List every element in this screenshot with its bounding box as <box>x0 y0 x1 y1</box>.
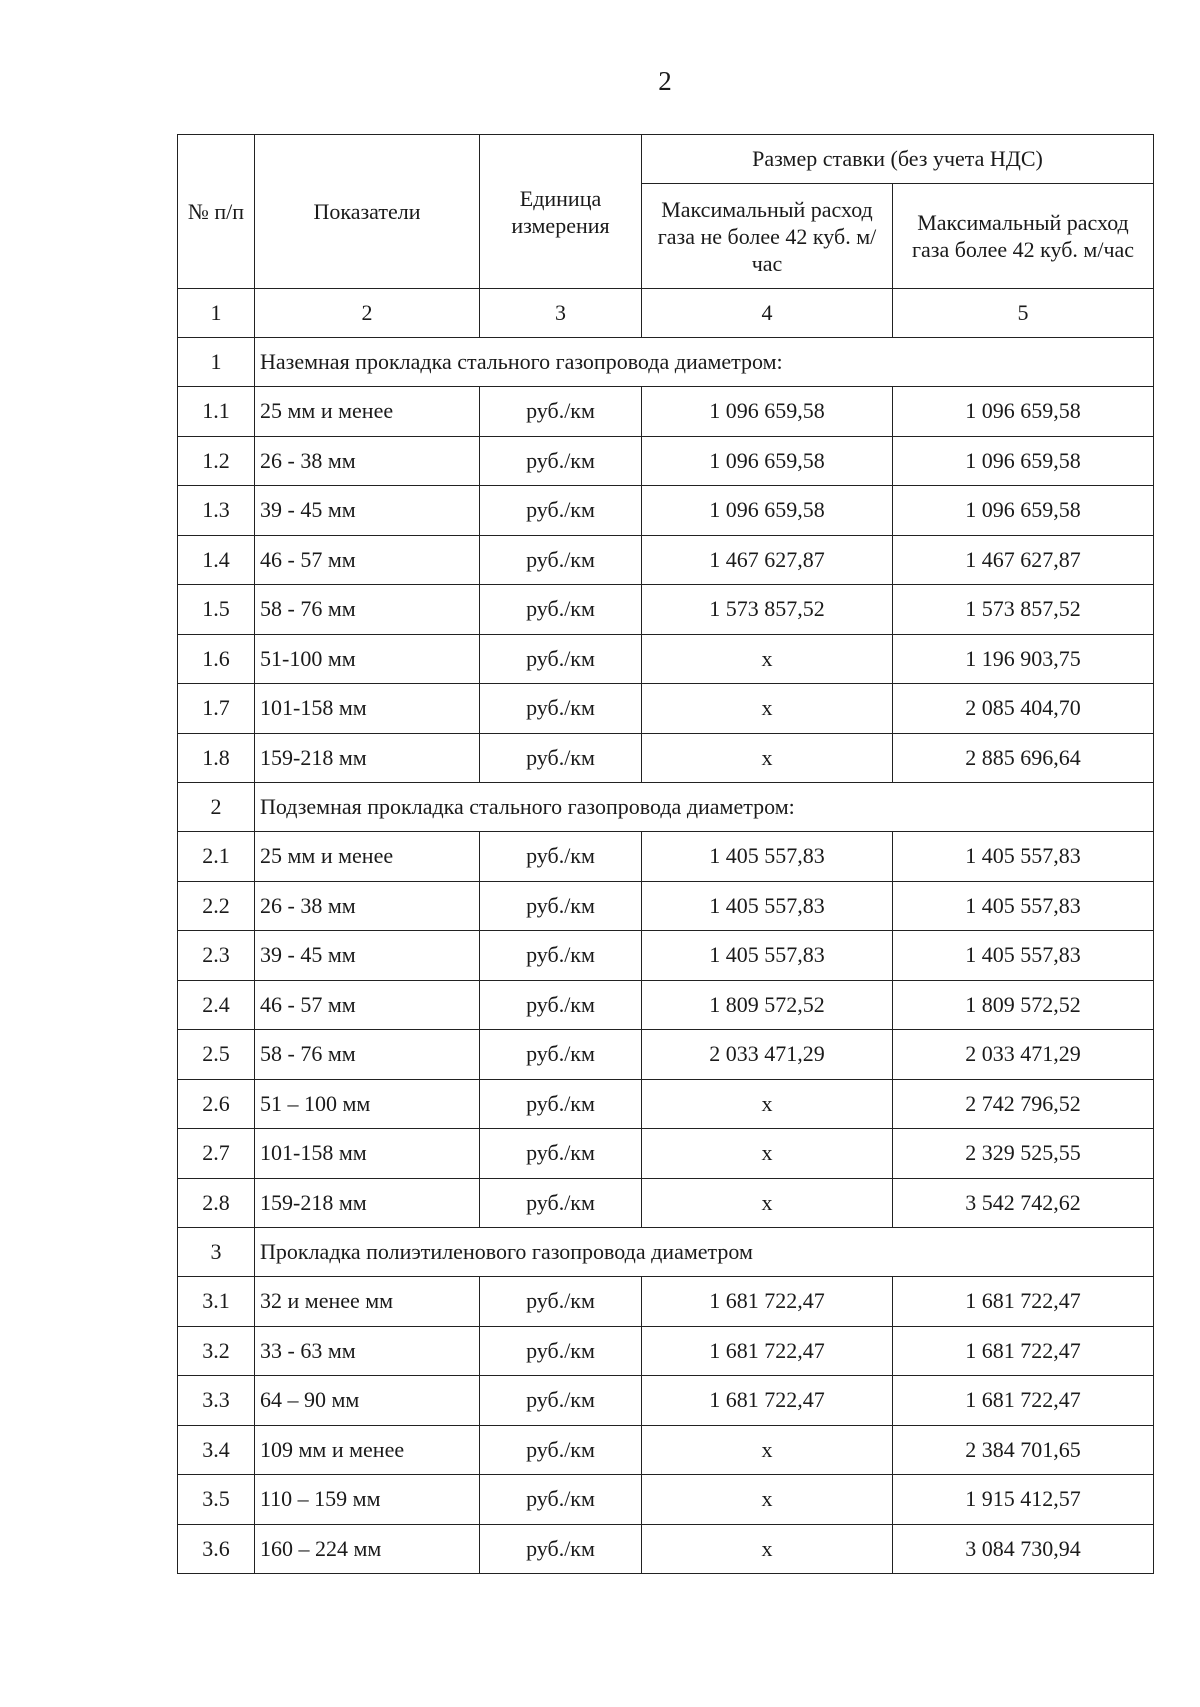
row-rate-high: 2 742 796,52 <box>893 1079 1154 1129</box>
row-number: 2.7 <box>178 1129 255 1179</box>
row-unit: руб./км <box>480 486 642 536</box>
row-number: 3.2 <box>178 1326 255 1376</box>
row-unit: руб./км <box>480 684 642 734</box>
row-unit: руб./км <box>480 1326 642 1376</box>
row-rate-low: 1 405 557,83 <box>642 931 893 981</box>
row-indicator: 58 - 76 мм <box>255 1030 480 1080</box>
row-rate-high: 1 809 572,52 <box>893 980 1154 1030</box>
row-unit: руб./км <box>480 1376 642 1426</box>
table-row <box>178 585 1154 635</box>
section-title: Подземная прокладка стального газопровода диаметром: <box>255 783 1154 832</box>
table-row <box>178 931 1154 981</box>
row-rate-low: x <box>642 733 893 783</box>
row-number: 1.1 <box>178 387 255 437</box>
table-row <box>178 1030 1154 1080</box>
row-indicator: 46 - 57 мм <box>255 980 480 1030</box>
section-title: Наземная прокладка стального газопровода диаметром: <box>255 338 1154 387</box>
header-num: № п/п <box>178 135 255 289</box>
row-number: 2.3 <box>178 931 255 981</box>
row-rate-low: x <box>642 1475 893 1525</box>
page-number: 2 <box>658 66 672 96</box>
row-rate-low: x <box>642 1178 893 1228</box>
row-unit: руб./км <box>480 881 642 931</box>
row-rate-high: 1 405 557,83 <box>893 832 1154 882</box>
row-rate-high: 3 542 742,62 <box>893 1178 1154 1228</box>
row-rate-high: 2 085 404,70 <box>893 684 1154 734</box>
row-rate-low: 1 681 722,47 <box>642 1326 893 1376</box>
column-number: 2 <box>255 289 480 338</box>
header-rate-group: Размер ставки (без учета НДС) <box>642 135 1154 184</box>
row-indicator: 51-100 мм <box>255 634 480 684</box>
row-indicator: 109 мм и менее <box>255 1425 480 1475</box>
row-rate-high: 1 467 627,87 <box>893 535 1154 585</box>
row-indicator: 26 - 38 мм <box>255 436 480 486</box>
table-row <box>178 486 1154 536</box>
row-number: 2.8 <box>178 1178 255 1228</box>
row-rate-high: 1 096 659,58 <box>893 436 1154 486</box>
table-row <box>178 1425 1154 1475</box>
table-row <box>178 832 1154 882</box>
row-indicator: 160 – 224 мм <box>255 1524 480 1574</box>
table-row <box>178 1475 1154 1525</box>
header-unit: Единица измерения <box>480 135 642 289</box>
row-indicator: 64 – 90 мм <box>255 1376 480 1426</box>
row-number: 1.4 <box>178 535 255 585</box>
row-indicator: 39 - 45 мм <box>255 931 480 981</box>
row-rate-low: 2 033 471,29 <box>642 1030 893 1080</box>
row-number: 3.5 <box>178 1475 255 1525</box>
section-row <box>178 783 1154 832</box>
row-unit: руб./км <box>480 1425 642 1475</box>
table-row <box>178 1079 1154 1129</box>
row-rate-low: 1 809 572,52 <box>642 980 893 1030</box>
header-rate-high: Максимальный расход газа более 42 куб. м/час <box>893 184 1154 289</box>
row-rate-high: 1 096 659,58 <box>893 486 1154 536</box>
row-indicator: 25 мм и менее <box>255 387 480 437</box>
row-unit: руб./км <box>480 931 642 981</box>
row-rate-high: 3 084 730,94 <box>893 1524 1154 1574</box>
row-rate-low: 1 681 722,47 <box>642 1376 893 1426</box>
row-rate-low: 1 096 659,58 <box>642 387 893 437</box>
row-indicator: 101-158 мм <box>255 684 480 734</box>
row-indicator: 33 - 63 мм <box>255 1326 480 1376</box>
row-rate-high: 2 329 525,55 <box>893 1129 1154 1179</box>
row-unit: руб./км <box>480 1079 642 1129</box>
row-rate-high: 1 915 412,57 <box>893 1475 1154 1525</box>
row-indicator: 46 - 57 мм <box>255 535 480 585</box>
table-row <box>178 980 1154 1030</box>
row-number: 3.6 <box>178 1524 255 1574</box>
row-unit: руб./км <box>480 1524 642 1574</box>
table-row <box>178 634 1154 684</box>
row-rate-low: 1 681 722,47 <box>642 1277 893 1327</box>
row-indicator: 159-218 мм <box>255 733 480 783</box>
row-rate-low: x <box>642 1079 893 1129</box>
table-row <box>178 1326 1154 1376</box>
row-unit: руб./км <box>480 733 642 783</box>
row-rate-low: 1 096 659,58 <box>642 436 893 486</box>
table-header <box>178 135 1154 289</box>
row-unit: руб./км <box>480 1277 642 1327</box>
table-row <box>178 684 1154 734</box>
table-row <box>178 535 1154 585</box>
table-row <box>178 881 1154 931</box>
table-row <box>178 1524 1154 1574</box>
row-rate-high: 1 196 903,75 <box>893 634 1154 684</box>
row-indicator: 110 – 159 мм <box>255 1475 480 1525</box>
row-rate-high: 2 033 471,29 <box>893 1030 1154 1080</box>
row-indicator: 58 - 76 мм <box>255 585 480 635</box>
row-rate-low: x <box>642 634 893 684</box>
row-unit: руб./км <box>480 980 642 1030</box>
row-number: 2.1 <box>178 832 255 882</box>
section-row <box>178 338 1154 387</box>
row-indicator: 159-218 мм <box>255 1178 480 1228</box>
row-rate-high: 1 405 557,83 <box>893 931 1154 981</box>
row-number: 2.2 <box>178 881 255 931</box>
row-indicator: 51 – 100 мм <box>255 1079 480 1129</box>
row-number: 2.5 <box>178 1030 255 1080</box>
row-number: 1.5 <box>178 585 255 635</box>
row-unit: руб./км <box>480 387 642 437</box>
rates-table <box>177 134 1154 1574</box>
row-rate-low: 1 467 627,87 <box>642 535 893 585</box>
row-rate-high: 1 681 722,47 <box>893 1326 1154 1376</box>
row-rate-low: 1 573 857,52 <box>642 585 893 635</box>
row-rate-low: 1 405 557,83 <box>642 832 893 882</box>
row-number: 1.8 <box>178 733 255 783</box>
row-number: 3.3 <box>178 1376 255 1426</box>
row-number: 2.6 <box>178 1079 255 1129</box>
row-number: 1.7 <box>178 684 255 734</box>
table-row <box>178 387 1154 437</box>
row-rate-low: 1 405 557,83 <box>642 881 893 931</box>
row-unit: руб./км <box>480 634 642 684</box>
row-rate-high: 1 573 857,52 <box>893 585 1154 635</box>
row-rate-low: x <box>642 1425 893 1475</box>
row-rate-high: 1 681 722,47 <box>893 1277 1154 1327</box>
row-unit: руб./км <box>480 1129 642 1179</box>
row-rate-high: 1 405 557,83 <box>893 881 1154 931</box>
row-number: 1.3 <box>178 486 255 536</box>
row-number: 1.2 <box>178 436 255 486</box>
table-row <box>178 1129 1154 1179</box>
column-number: 5 <box>893 289 1154 338</box>
row-unit: руб./км <box>480 436 642 486</box>
row-unit: руб./км <box>480 1475 642 1525</box>
section-row <box>178 1228 1154 1277</box>
row-indicator: 101-158 мм <box>255 1129 480 1179</box>
section-number: 2 <box>178 783 255 832</box>
row-indicator: 32 и менее мм <box>255 1277 480 1327</box>
row-unit: руб./км <box>480 832 642 882</box>
table-body <box>178 289 1154 1574</box>
row-indicator: 39 - 45 мм <box>255 486 480 536</box>
row-rate-high: 2 885 696,64 <box>893 733 1154 783</box>
table-row <box>178 1178 1154 1228</box>
section-title: Прокладка полиэтиленового газопровода диаметром <box>255 1228 1154 1277</box>
row-number: 1.6 <box>178 634 255 684</box>
table-row <box>178 733 1154 783</box>
header-indicator: Показатели <box>255 135 480 289</box>
column-number-row <box>178 289 1154 338</box>
row-rate-high: 2 384 701,65 <box>893 1425 1154 1475</box>
row-number: 3.1 <box>178 1277 255 1327</box>
row-number: 3.4 <box>178 1425 255 1475</box>
row-rate-low: x <box>642 1129 893 1179</box>
row-number: 2.4 <box>178 980 255 1030</box>
row-unit: руб./км <box>480 585 642 635</box>
row-unit: руб./км <box>480 535 642 585</box>
header-rate-low: Максимальный расход газа не более 42 куб. м/час <box>642 184 893 289</box>
column-number: 4 <box>642 289 893 338</box>
row-unit: руб./км <box>480 1178 642 1228</box>
table-row <box>178 436 1154 486</box>
row-rate-high: 1 096 659,58 <box>893 387 1154 437</box>
row-rate-low: x <box>642 1524 893 1574</box>
table-row <box>178 1376 1154 1426</box>
row-rate-low: 1 096 659,58 <box>642 486 893 536</box>
row-rate-low: x <box>642 684 893 734</box>
table-row <box>178 1277 1154 1327</box>
section-number: 3 <box>178 1228 255 1277</box>
row-indicator: 26 - 38 мм <box>255 881 480 931</box>
row-indicator: 25 мм и менее <box>255 832 480 882</box>
row-rate-high: 1 681 722,47 <box>893 1376 1154 1426</box>
column-number: 1 <box>178 289 255 338</box>
row-unit: руб./км <box>480 1030 642 1080</box>
section-number: 1 <box>178 338 255 387</box>
column-number: 3 <box>480 289 642 338</box>
